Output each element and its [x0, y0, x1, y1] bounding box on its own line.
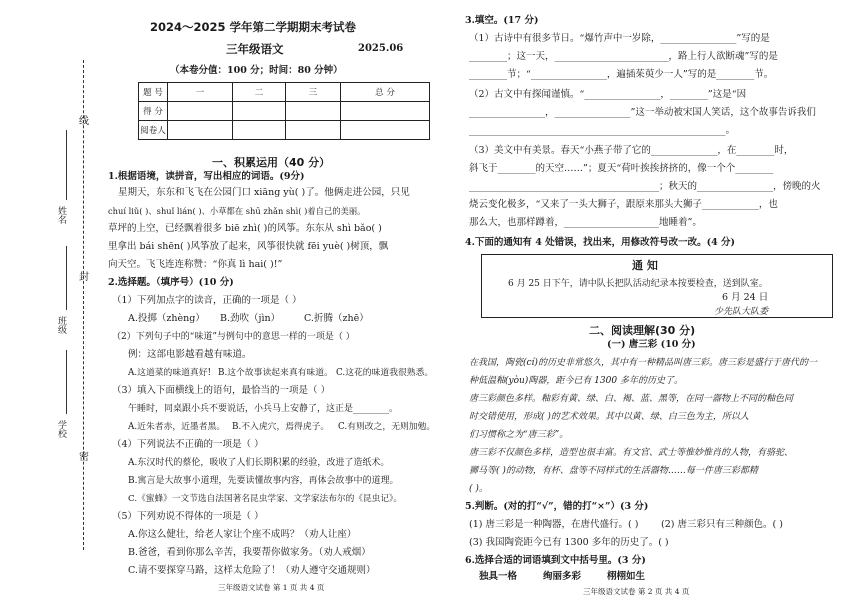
q3-line: 斜飞于________的天空……”；夏天“荷叶挨挨挤挤的，像一个个________ [469, 163, 774, 174]
q1-line: 里拿出 bái shēn( )风筝放了起来，风筝很快就 fēi yuè( )树顶，飘 [108, 241, 389, 252]
page-left [108, 14, 448, 594]
notice-date: 6 月 24 日 [722, 292, 769, 303]
q2-5: （5）下列劝说不得体的一项是（ ） [112, 511, 264, 522]
q3-line: 那么大，也那样蹲着，____________________地睡着”。 [469, 217, 702, 228]
notice-box [481, 254, 833, 318]
name-label: 姓名 [56, 206, 66, 224]
q4-stem: 4.下面的通知有 4 处错误，找出来，用修改符号改一改。(4 分) [465, 237, 736, 248]
q2-4-opt-b[interactable]: B.寓言是大故事小道理，先要读懂故事内容，再体会故事中的道理。 [128, 476, 399, 486]
q2-3-opt-a[interactable]: A.近朱者赤，近墨者黑。 [128, 422, 226, 432]
passage-line: 狮马等( )的动物，有杯、盘等不同样式的生活器物……每一件唐三彩都精 [469, 466, 758, 476]
q2-5-opt-a[interactable]: A.你这么健壮，给老人家让个座不成吗？（劝人让座） [128, 529, 357, 540]
score-header: 总 分 [341, 83, 430, 102]
notice-body: 6 月 25 日下午，请中队长把队活动纪录本按要检查，送到队室。 [508, 279, 768, 289]
q1-line: 星期天，东东和飞飞在公园门口 xiāng yù( )了。他俩走进公园，只见 [118, 187, 410, 198]
score-cell[interactable] [233, 121, 286, 140]
passage-line: 唐三彩不仅颜色多样，造型也很丰富。有文官、武士等惟妙惟肖的人物，有骆驼、 [469, 448, 794, 458]
q2-stem: 2.选择题。（填序号）(10 分) [108, 277, 234, 288]
q2-3-opt-c[interactable]: C.有则改之，无则加勉。 [338, 422, 436, 432]
passage-line: 们习惯称之为“唐三彩”。 [469, 430, 569, 440]
seal-char-1: 线 [79, 116, 89, 127]
school-field[interactable] [66, 350, 67, 414]
exam-title: 2024～2025 学年第二学期期末考试卷 [150, 20, 357, 34]
q5-item-1[interactable]: (1) 唐三彩是一种陶器，在唐代盛行。( ) [469, 519, 639, 530]
q2-1-opt-c[interactable]: C.折腾（zhē） [304, 313, 369, 324]
school-label: 学校 [56, 420, 66, 438]
q1-line: chuí liǔ( )、shuǐ lián( )、小草都在 shū zhǎn shì( )着自己的美丽。 [108, 206, 366, 216]
q2-1-opt-b[interactable]: B.劲吹（jìn） [220, 313, 281, 324]
q6-word-2: 绚丽多彩 [543, 571, 582, 582]
q2-5-opt-c[interactable]: C.请不要探穿马路，这样太危险了！（劝人遵守交通规则） [128, 565, 376, 576]
subject: 三年级语文 [226, 42, 284, 56]
notice-title: 通 知 [632, 259, 658, 272]
q1-line: 向天空。飞飞连连称赞：“你真 lì hai( )!” [108, 259, 283, 270]
q2-2-opt-b[interactable]: B.这个故事读起来真有味道。 [218, 368, 333, 378]
exam-info: （本卷分值：100 分；时间：80 分钟） [170, 65, 343, 76]
passage-line: ( )。 [469, 484, 488, 494]
q3-line: （2）古文中有探闻谨慎。“________________，________”这是“因 [469, 89, 747, 100]
score-cell[interactable] [168, 102, 233, 121]
q2-2-opt-c[interactable]: C.这花的味道我很熟悉。 [336, 368, 434, 378]
score-cell[interactable] [341, 102, 430, 121]
q5-item-2[interactable]: (2) 唐三彩只有三种颜色。( ) [661, 519, 783, 530]
q2-4-opt-c[interactable]: C.《蜜蜂》一文节选自法国著名昆虫学家、文学家法布尔的《昆虫记》。 [128, 494, 403, 504]
score-header: 三 [286, 83, 341, 102]
seal-char-3: 密 [79, 452, 89, 463]
q5-stem: 5.判断。(对的打“√”，错的打“×”）(3 分) [465, 501, 649, 512]
q2-4: （4）下列说法不正确的一项是（ ） [112, 439, 264, 450]
q2-1: （1）下列加点字的读音，正确的一项是（ ） [112, 295, 302, 306]
q3-line: ______________________________________________________。 [469, 125, 736, 136]
footer-left: 三年级语文试卷 第 1 页 共 4 页 [218, 583, 325, 592]
page-right [465, 14, 845, 594]
q3-line: （3）美文中有美景。春天“小燕子带了它的______________，在________时， [469, 145, 794, 156]
score-cell[interactable] [286, 121, 341, 140]
score-row-label: 得 分 [139, 102, 168, 121]
q2-4-opt-a[interactable]: A.东汉时代的蔡伦，吸收了人们长期积累的经验，改进了造纸术。 [128, 458, 390, 468]
q2-3: （3）填入下面横线上的语句，最恰当的一项是（ ） [112, 385, 331, 396]
q3-line: （1）古诗中有很多节日。“爆竹声中一岁除，________________”写的是 [469, 33, 770, 44]
exam-date: 2025.06 [358, 43, 404, 54]
footer-right: 三年级语文试卷 第 2 页 共 4 页 [583, 587, 690, 596]
section1-title: 一、积累运用（40 分） [212, 156, 331, 169]
notice-sign: 少先队大队委 [714, 307, 769, 317]
q2-5-opt-b[interactable]: B.爸爸，看到你那么辛苦，我要帮你做家务。（劝人戒烟） [128, 547, 371, 558]
score-cell[interactable] [341, 121, 430, 140]
q6-stem: 6.选择合适的词语填到文中括号里。(3 分) [465, 555, 646, 566]
class-label: 班级 [56, 316, 66, 334]
seal-line [83, 60, 84, 550]
q6-word-3: 栩栩如生 [607, 571, 646, 582]
q2-1-opt-a[interactable]: A.投掷（zhèng） [128, 313, 205, 324]
passage-line: 种低温釉(yòu)陶器，距今已有 1300 多年的历史了。 [469, 376, 683, 386]
passage-line: 在我国，陶瓷(cí)的历史非常悠久，其中有一种精品叫唐三彩。唐三彩是盛行于唐代的一 [469, 358, 817, 368]
q2-2: （2）下列句子中的“味道”与例句中的意思一样的一项是（ ） [112, 332, 355, 342]
seal-char-2: 封 [79, 272, 89, 283]
passage-line: 时交错使用，形成( )的艺术效果。其中以黄、绿、白三色为主，所以人 [469, 412, 749, 422]
q2-3-opt-b[interactable]: B.不入虎穴，焉得虎子。 [232, 422, 330, 432]
section2-subtitle: (一) 唐三彩 (10 分) [607, 339, 696, 350]
q2-2-opt-a[interactable]: A.这道菜的味道真好! [128, 368, 212, 378]
score-row-label: 阅卷人 [139, 121, 168, 140]
class-field[interactable] [66, 246, 67, 310]
score-cell[interactable] [233, 102, 286, 121]
q3-line: ________________________________________；秋天的________________，傍晚的火 [469, 181, 821, 192]
name-field[interactable] [66, 130, 67, 200]
score-header: 一 [168, 83, 233, 102]
score-cell[interactable] [286, 102, 341, 121]
score-header: 二 [233, 83, 286, 102]
q1-line: 草坪的上空，已经飘着很多 biē zhì( )的风筝。东东从 shì bǎo( ) [108, 223, 382, 234]
q1-stem: 1.根据语境，读拼音，写出相应的词语。(9分) [108, 171, 305, 182]
q3-stem: 3.填空。(17 分) [465, 15, 539, 26]
q3-line: ________；这一天，________________________，路上行人欲断魂”写的是 [469, 51, 778, 62]
section2-title: 二、阅读理解(30 分) [589, 324, 696, 337]
q3-line: ________节；“________________，遍插茱萸少一人”写的是________节。 [469, 69, 774, 80]
score-cell[interactable] [168, 121, 233, 140]
q5-item-3[interactable]: (3) 我国陶瓷距今已有 1300 多年的历史了。( ) [469, 537, 669, 548]
q2-3-example: 午睡时，同桌跟小兵不要说话，小兵马上安静了，这正是________。 [128, 404, 399, 414]
passage-line: 唐三彩颜色多样。釉彩有黄、绿、白、褐、蓝、黑等，在同一器物上不同的釉色同 [469, 394, 794, 404]
score-header: 题 号 [139, 83, 168, 102]
score-table [138, 82, 430, 140]
q6-word-1: 独具一格 [479, 571, 518, 582]
q3-line: ________________，________________”这一举动被宋国人笑话，这个故事告诉我们 [469, 107, 816, 118]
q3-line: 烧云变化极多，“又来了一头大狮子，跟原来那头大狮子____________，也 [469, 199, 778, 210]
q2-2-example: 例：这部电影越看越有味道。 [128, 349, 252, 360]
